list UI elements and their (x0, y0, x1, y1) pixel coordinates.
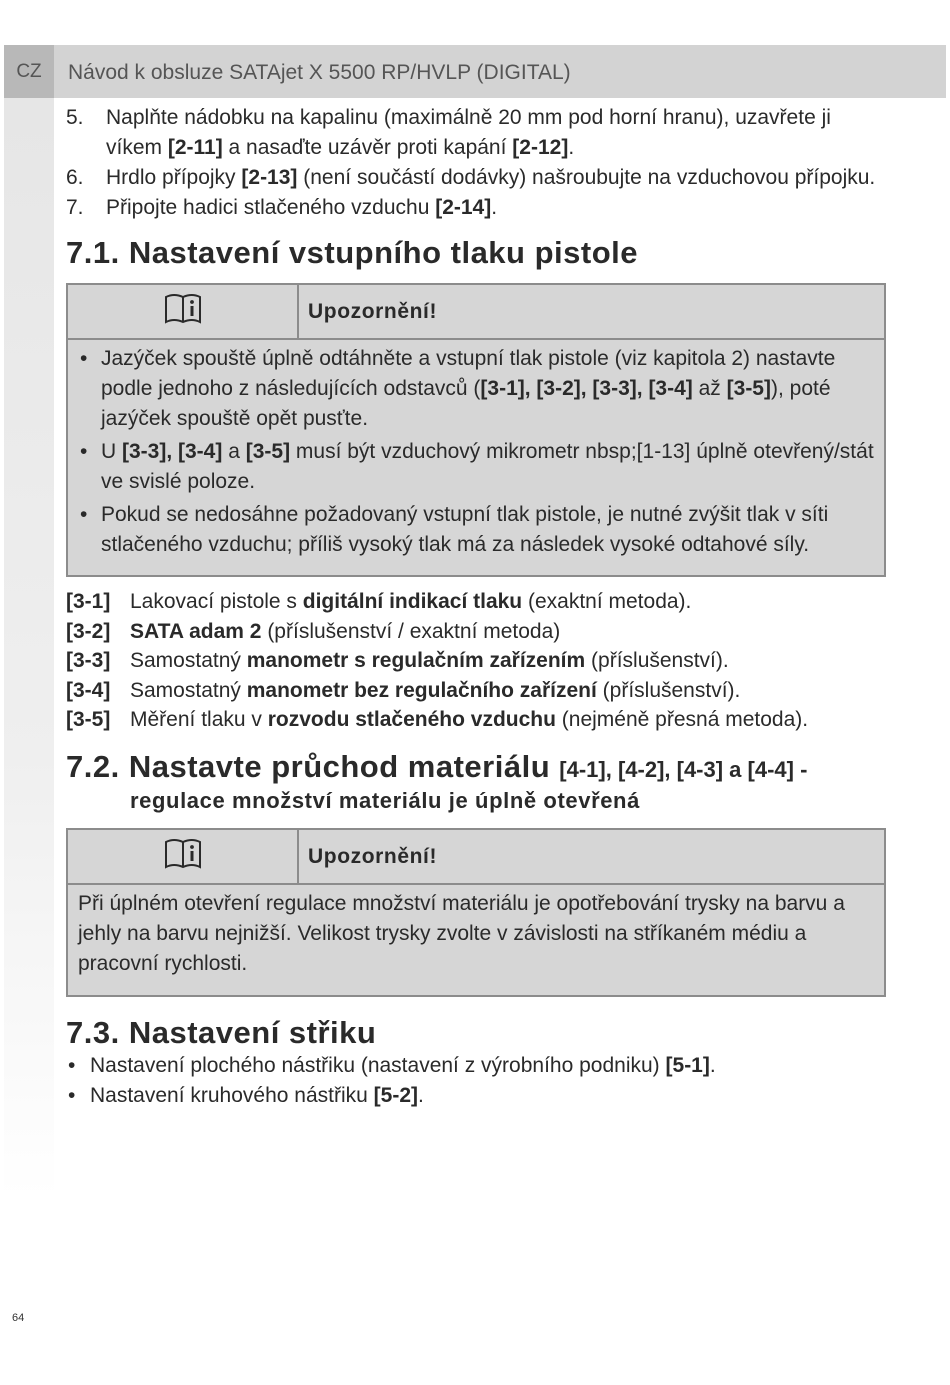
notice-box (66, 283, 886, 577)
page-number: 64 (12, 1312, 25, 1324)
notice-bullet: • Pokud se nedosáhne požadovaný vstupní tlak pistole, je nutné zvýšit tlak v síti stlačeného vzduchu; příliš vysoký tlak má za následek vysoké odtahové síly. (78, 500, 874, 560)
method-list (66, 587, 886, 735)
method-item: [3-4] Samostatný manometr bez regulačního zařízení (příslušenství). (66, 678, 741, 702)
page-content (66, 103, 886, 1111)
info-book-icon (163, 837, 203, 876)
language-tab: CZ (4, 45, 54, 98)
notice-title: Upozornění! (308, 844, 438, 868)
spray-item: • Nastavení kruhového nástřiku [5-2]. (66, 1081, 886, 1111)
steps-list (66, 103, 886, 223)
side-strip (4, 98, 54, 1198)
notice-bullet: • U [3-3], [3-4] a [3-5] musí být vzduchový mikrometr nbsp;[1-13] úplně otevřený/stát ve svislé poloze. (78, 437, 874, 497)
method-item: [3-5] Měření tlaku v rozvodu stlačeného vzduchu (nejméně přesná metoda). (66, 708, 809, 731)
step-6: 6. Hrdlo přípojky [2-13] (není součástí dodávky) našroubujte na vzduchovou přípojku. (66, 166, 876, 189)
section-heading-7-1: 7.1. Nastavení vstupního tlaku pistole (66, 235, 638, 270)
notice-text: Při úplném otevření regulace množství materiálu je opotřebování trysky na barvu a jehly na barvu nejnižší. Velikost trysky zvolte v závislosti na stříkaném médiu a pracovní rychlosti. (78, 891, 845, 975)
section-heading-7-2: 7.2. Nastavte průchod materiálu [4-1], [4-2], [4-3] a [4-4] - (66, 748, 808, 784)
section-heading-7-2-continued: regulace množství materiálu je úplně otevřená (130, 787, 640, 813)
spray-list (66, 1051, 886, 1111)
step-7: 7. Připojte hadici stlačeného vzduchu [2-14]. (66, 196, 498, 219)
method-item: [3-2] SATA adam 2 (příslušenství / exaktní metoda) (66, 619, 561, 643)
step-5: 5. Naplňte nádobku na kapalinu (maximálně 20 mm pod horní hranu), uzavřete ji víkem [2-11] a nasaďte uzávěr proti kapání [2-12]. (66, 106, 831, 159)
notice-bullet: • Jazýček spouště úplně odtáhněte a vstupní tlak pistole (viz kapitola 2) nastavte podle jednoho z následujících odstavců ([3-1], [3-2], [3-3], [3-4] až [3-5]), poté jazýček spouště opět pusťte. (78, 344, 874, 434)
notice-box (66, 828, 886, 997)
notice-title: Upozornění! (308, 300, 438, 323)
method-item: [3-3] Samostatný manometr s regulačním zařízením (příslušenství). (66, 649, 729, 672)
method-item: [3-1] Lakovací pistole s digitální indikací tlaku (exaktní metoda). (66, 590, 692, 613)
spray-item: • Nastavení plochého nástřiku (nastavení z výrobního podniku) [5-1]. (66, 1051, 886, 1081)
section-heading-7-3: 7.3. Nastavení střiku (66, 1014, 377, 1050)
document-title: Návod k obsluze SATAjet X 5500 RP/HVLP (DIGITAL) (68, 61, 571, 84)
info-book-icon (163, 292, 203, 331)
